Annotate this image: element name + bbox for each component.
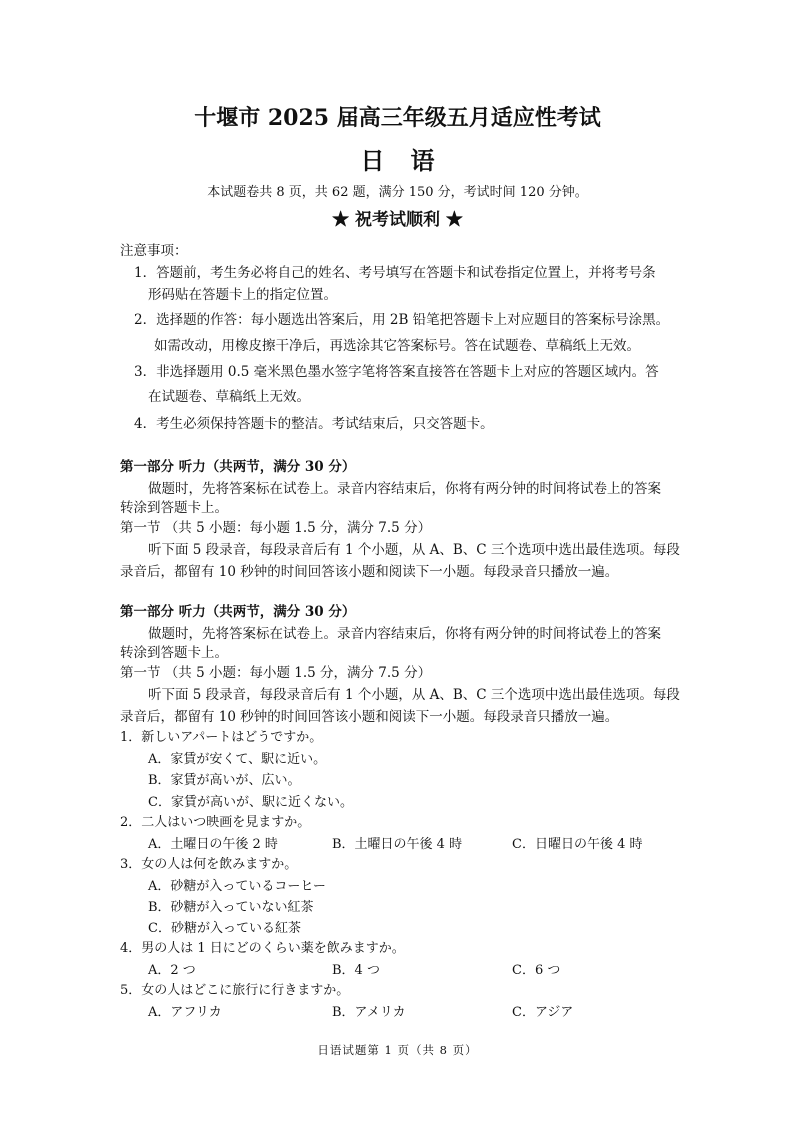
section1-heading-repeat: 第一节 （共 5 小题：每小题 1.5 分，满分 7.5 分） [120, 665, 432, 681]
part1-desc-cont: 转涂到答题卡上。 [120, 500, 228, 516]
question-1: 1．新しいアパートはどうですか。 [120, 730, 323, 745]
exam-info: 本试题卷共 8 页，共 62 题，满分 150 分，考试时间 120 分钟。 [207, 185, 588, 200]
question-1-option-b: B．家賃が高いが、広い。 [148, 773, 301, 788]
notice-item-3-cont: 在试题卷、草稿纸上无效。 [148, 389, 310, 405]
question-5-option-c: C．アジア [512, 1005, 574, 1020]
question-3-option-b: B．砂糖が入っていない紅茶 [148, 900, 314, 915]
question-5-option-a: A．アフリカ [148, 1005, 222, 1020]
question-2-option-a: A．土曜日の午後 2 時 [148, 837, 278, 852]
question-1-option-c: C．家賃が高いが、駅に近くない。 [148, 795, 353, 810]
question-3-option-a: A．砂糖が入っているコーヒー [148, 879, 326, 894]
exam-title: 十堰市 2025 届高三年级五月适应性考试 [194, 105, 601, 131]
question-4-option-c: C．6 つ [512, 963, 561, 978]
page-footer: 日语试题第 1 页（共 8 页） [317, 1043, 478, 1057]
notice-heading: 注意事项： [120, 243, 188, 259]
section1-instructions-cont-repeat: 录音后，都留有 10 秒钟的时间回答该小题和阅读下一小题。每段录音只播放一遍。 [120, 709, 619, 725]
question-2: 2．二人はいつ映画を見ますか。 [120, 815, 311, 830]
question-3-option-c: C．砂糖が入っている紅茶 [148, 921, 301, 936]
part1-desc-repeat: 做题时，先将答案标在试卷上。录音内容结束后，你将有两分钟的时间将试卷上的答案 [148, 626, 661, 642]
notice-item-4: 4．考生必须保持答题卡的整洁。考试结束后，只交答题卡。 [134, 416, 494, 432]
question-5: 5．女の人はどこに旅行に行きますか。 [120, 983, 350, 998]
part1-heading-repeat: 第一部分 听力（共两节，满分 30 分） [120, 604, 356, 620]
subject-title: 日语 [360, 146, 461, 175]
part1-desc-cont-repeat: 转涂到答题卡上。 [120, 645, 228, 661]
section1-instructions-repeat: 听下面 5 段录音，每段录音后有 1 个小题，从 A、B、C 三个选项中选出最佳选项。每段 [148, 687, 680, 703]
notice-item-1-cont: 形码贴在答题卡上的指定位置。 [148, 287, 337, 303]
part1-heading: 第一部分 听力（共两节，满分 30 分） [120, 459, 356, 475]
notice-item-2-cont: 如需改动，用橡皮擦干净后，再选涂其它答案标号。答在试题卷、草稿纸上无效。 [154, 338, 640, 354]
notice-item-1: 1．答题前，考生务必将自己的姓名、考号填写在答题卡和试卷指定位置上，并将考号条 [134, 265, 656, 281]
section1-instructions: 听下面 5 段录音，每段录音后有 1 个小题，从 A、B、C 三个选项中选出最佳选项。每段 [148, 542, 680, 558]
part1-desc: 做题时，先将答案标在试卷上。录音内容结束后，你将有两分钟的时间将试卷上的答案 [148, 481, 661, 497]
question-4: 4．男の人は 1 日にどのくらい薬を飲みますか。 [120, 941, 405, 956]
question-4-option-a: A．2 つ [148, 963, 196, 978]
question-3: 3．女の人は何を飲みますか。 [120, 857, 298, 872]
question-2-option-c: C．日曜日の午後 4 時 [512, 837, 643, 852]
question-4-option-b: B．4 つ [332, 963, 380, 978]
section1-instructions-cont: 录音后，都留有 10 秒钟的时间回答该小题和阅读下一小题。每段录音只播放一遍。 [120, 564, 619, 580]
question-5-option-b: B．アメリカ [332, 1005, 406, 1020]
section1-heading: 第一节 （共 5 小题：每小题 1.5 分，满分 7.5 分） [120, 520, 432, 536]
good-luck-banner: ★ 祝考试顺利 ★ [332, 210, 463, 230]
notice-item-2: 2．选择题的作答：每小题选出答案后，用 2B 铅笔把答题卡上对应题目的答案标号涂黑。 [134, 312, 670, 328]
question-2-option-b: B．土曜日の午後 4 時 [332, 837, 463, 852]
notice-item-3: 3．非选择题用 0.5 毫米黑色墨水签字笔将答案直接答在答题卡上对应的答题区域内。答 [134, 364, 659, 380]
question-1-option-a: A．家賃が安くて、駅に近い。 [148, 752, 327, 767]
